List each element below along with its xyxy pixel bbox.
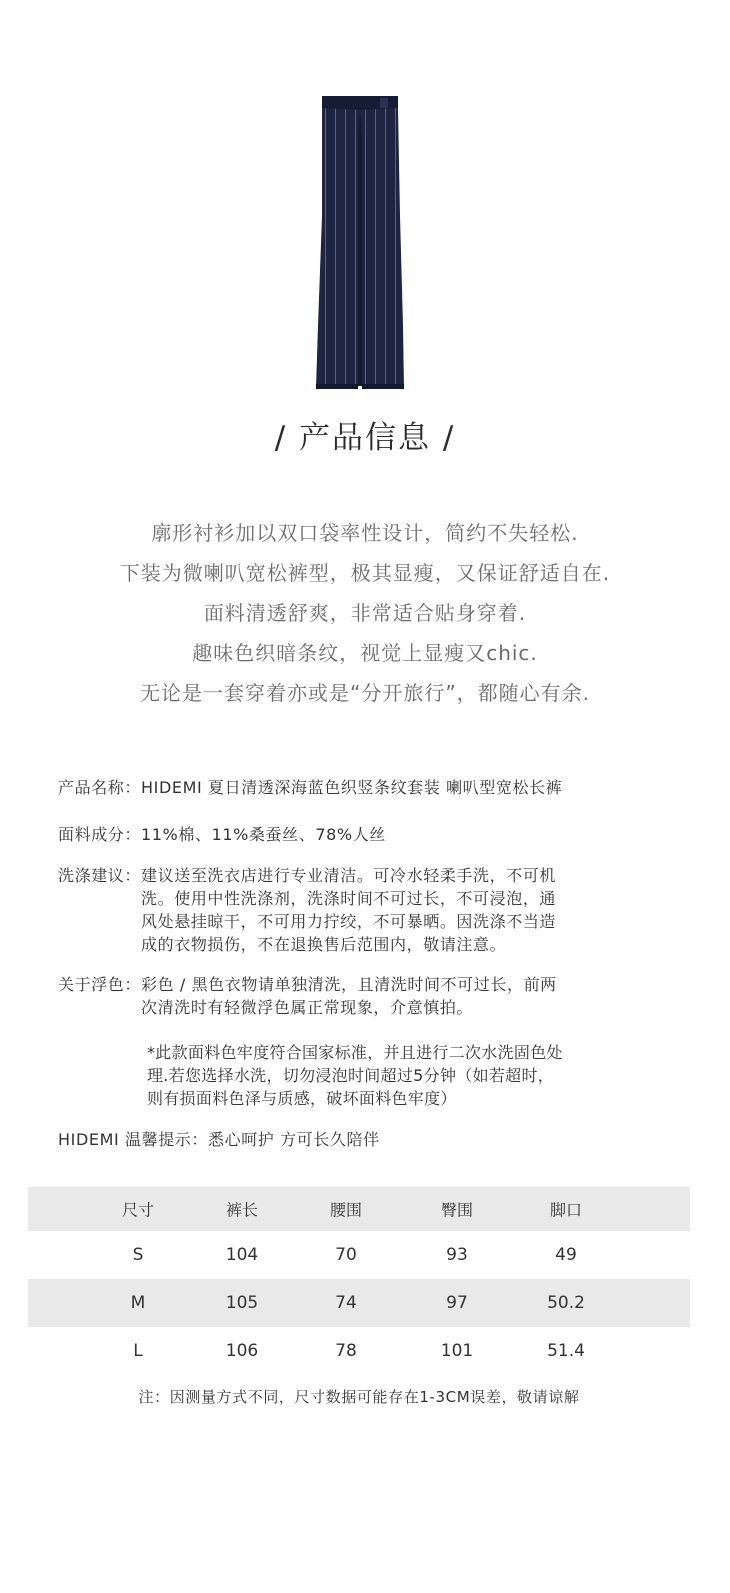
note-line: *此款面料色牢度符合国家标准，并且进行二次水洗固色处 [147, 1043, 563, 1062]
description-line: 下装为微喇叭宽松裤型，极其显瘦，又保证舒适自在. [119, 561, 611, 585]
size-table [28, 1187, 690, 1375]
description-line: 趣味色织暗条纹，视觉上显瘦又chic. [192, 641, 538, 665]
washing-line: 建议送至洗衣店进行专业清洁。可冷水轻柔手洗，不可机 [141, 866, 557, 885]
description-line: 廓形衬衫加以双口袋率性设计，简约不失轻松. [151, 521, 579, 545]
table-cell: 78 [335, 1341, 357, 1361]
fabric-composition: 面料成分：11%棉、11%桑蚕丝、78%人丝 [58, 825, 386, 844]
product-photo [300, 96, 420, 400]
table-header-cell: 腰围 [329, 1200, 363, 1220]
colorfastness-note [147, 1041, 563, 1110]
table-cell: S [132, 1245, 144, 1265]
table-cell: 101 [440, 1341, 474, 1361]
washing-label: 洗涤建议： [58, 866, 142, 885]
table-cell: 50.2 [547, 1293, 585, 1313]
table-row [28, 1327, 690, 1375]
table-cell: M [130, 1293, 146, 1313]
washing-line: 洗。使用中性洗涤剂，洗涤时间不可过长，不可浸泡，通 [141, 889, 557, 908]
description-line: 无论是一套穿着亦或是“分开旅行”，都随心有余. [139, 681, 591, 705]
table-cell: L [133, 1341, 143, 1361]
table-cell: 105 [225, 1293, 259, 1313]
table-cell: 70 [335, 1245, 357, 1265]
table-header-cell: 臀围 [440, 1200, 474, 1220]
table-header-cell: 尺寸 [121, 1200, 155, 1220]
table-row [28, 1231, 690, 1279]
table-cell: 106 [225, 1341, 259, 1361]
table-header-cell: 裤长 [225, 1200, 259, 1220]
color-bleed-info [58, 973, 557, 1019]
washing-line: 成的衣物损伤，不在退换售后范围内，敬请注意。 [141, 935, 507, 954]
color-line: 次清洗时有轻微浮色属正常现象，介意慎拍。 [141, 998, 474, 1017]
section-title: / 产品信息 / [274, 420, 456, 456]
table-header-row [28, 1187, 690, 1231]
table-header-cell: 脚口 [549, 1200, 583, 1220]
table-cell: 51.4 [547, 1341, 585, 1361]
note-line: 理.若您选择水洗，切勿浸泡时间超过5分钟（如若超时， [147, 1066, 555, 1085]
table-cell: 93 [446, 1245, 468, 1265]
color-line: 彩色 / 黑色衣物请单独清洗，且清洗时间不可过长，前两 [141, 975, 557, 994]
table-cell: 104 [225, 1245, 259, 1265]
table-cell: 49 [555, 1245, 577, 1265]
washing-line: 风处悬挂晾干，不可用力拧绞，不可暴晒。因洗涤不当造 [141, 912, 557, 931]
washing-advice [58, 864, 556, 956]
care-tip: HIDEMI 温馨提示：悉心呵护 方可长久陪伴 [58, 1130, 380, 1149]
table-cell: 74 [335, 1293, 357, 1313]
measurement-footnote: 注：因测量方式不同，尺寸数据可能存在1-3CM误差，敬请谅解 [138, 1388, 580, 1406]
color-label: 关于浮色： [58, 975, 142, 994]
product-name: 产品名称：HIDEMI 夏日清透深海蓝色织竖条纹套装 喇叭型宽松长裤 [58, 778, 563, 797]
table-row [28, 1279, 690, 1327]
description-line: 面料清透舒爽，非常适合贴身穿着. [203, 601, 527, 625]
table-cell: 97 [446, 1293, 468, 1313]
note-line: 则有损面料色泽与质感，破坏面料色牢度） [147, 1089, 457, 1108]
